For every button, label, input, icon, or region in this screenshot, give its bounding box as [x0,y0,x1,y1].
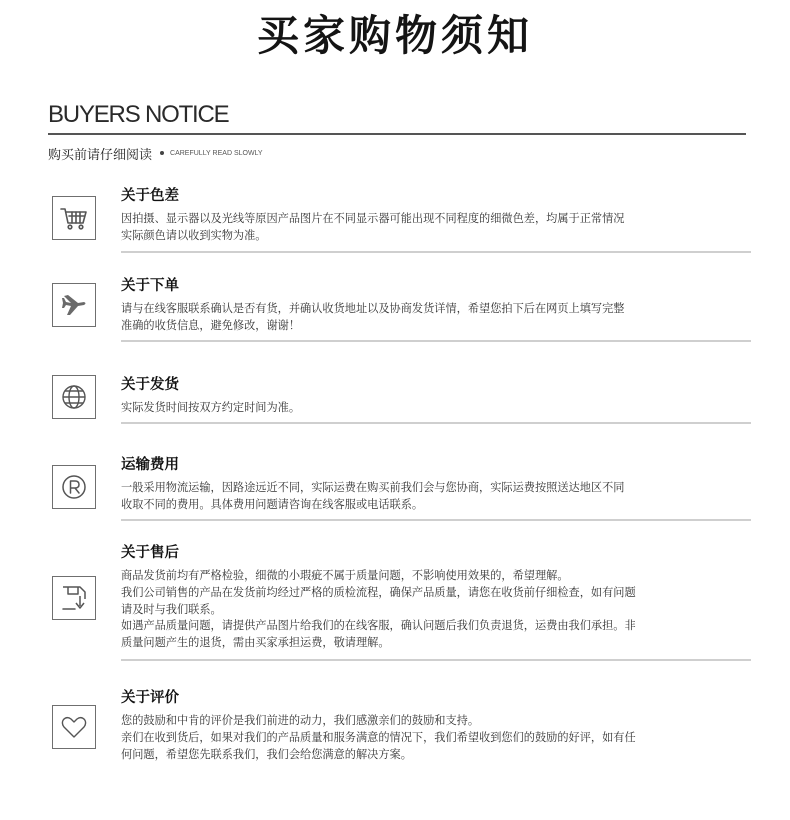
item-text-line: 收取不同的费用。具体费用问题请咨询在线客服或电话联系。 [121,497,424,511]
item-body [121,211,701,245]
registered-icon [52,465,96,509]
item-text-line: 质量问题产生的退货，需由买家承担运费，敬请理解。 [121,636,390,650]
item-heading: 关于下单 [121,278,179,294]
item-text-line: 准确的收货信息，避免修改，谢谢！ [121,318,301,332]
item-text-line: 如遇产品质量问题，请提供产品图片给我们的在线客服，确认问题后我们负责退货，运费由我们承担。非 [121,619,636,633]
item-body [121,568,701,652]
return-download-icon [52,576,96,620]
item-text-line: 实际发货时间按双方约定时间为准。 [121,401,301,414]
item-body [121,400,701,417]
item-body [121,301,701,335]
airplane-icon [52,283,96,327]
subtitle-bullet [160,151,164,155]
shopping-cart-icon [52,196,96,240]
english-title: BUYERS NOTICE [48,101,229,128]
item-divider [121,519,751,521]
item-divider [121,251,751,253]
globe-icon [52,375,96,419]
title-divider [48,133,746,135]
item-text-line: 请与在线客服联系确认是否有货，并确认收货地址以及协商发货详情，希望您拍下后在网页上填写完整 [121,302,625,315]
item-heading: 关于色差 [121,188,179,204]
subtitle [48,143,263,163]
subtitle-english: CAREFULLY READ SLOWLY [170,149,263,157]
subtitle-chinese: 购买前请仔细阅读 [48,147,153,163]
item-body [121,713,701,763]
item-text-line: 亲们在收到货后，如果对我们的产品质量和服务满意的情况下，我们希望收到您们的鼓励的好评，如有任 [121,730,636,744]
item-divider [121,422,751,424]
item-text-line: 商品发货前均有严格检验，细微的小瑕疵不属于质量问题，不影响使用效果的，希望理解。 [121,569,569,582]
item-text-line: 一般采用物流运输，因路途远近不同，实际运费在购买前我们会与您协商，实际运费按照送达地区不同 [121,481,625,494]
item-divider [121,340,751,342]
page-title: 买家购物须知 [256,11,533,60]
heart-icon [52,705,96,749]
item-divider [121,659,751,661]
item-body [121,480,701,514]
item-heading: 关于发货 [121,377,179,393]
item-text-line: 何问题，希望您先联系我们，我们会给您满意的解决方案。 [121,747,412,761]
item-heading: 关于售后 [121,545,179,561]
item-text-line: 请及时与我们联系。 [121,602,222,616]
item-text-line: 实际颜色请以收到实物为准。 [121,228,267,242]
item-heading: 关于评价 [121,690,179,706]
item-text-line: 我们公司销售的产品在发货前均经过严格的质检流程，确保产品质量，请您在收货前仔细检查，如有问题 [121,585,636,599]
item-text-line: 因拍摄、显示器以及光线等原因产品图片在不同显示器可能出现不同程度的细微色差，均属于正常情况 [121,212,625,225]
item-text-line: 您的鼓励和中肯的评价是我们前进的动力，我们感激亲们的鼓励和支持。 [121,714,480,727]
item-heading: 运输费用 [121,457,179,473]
